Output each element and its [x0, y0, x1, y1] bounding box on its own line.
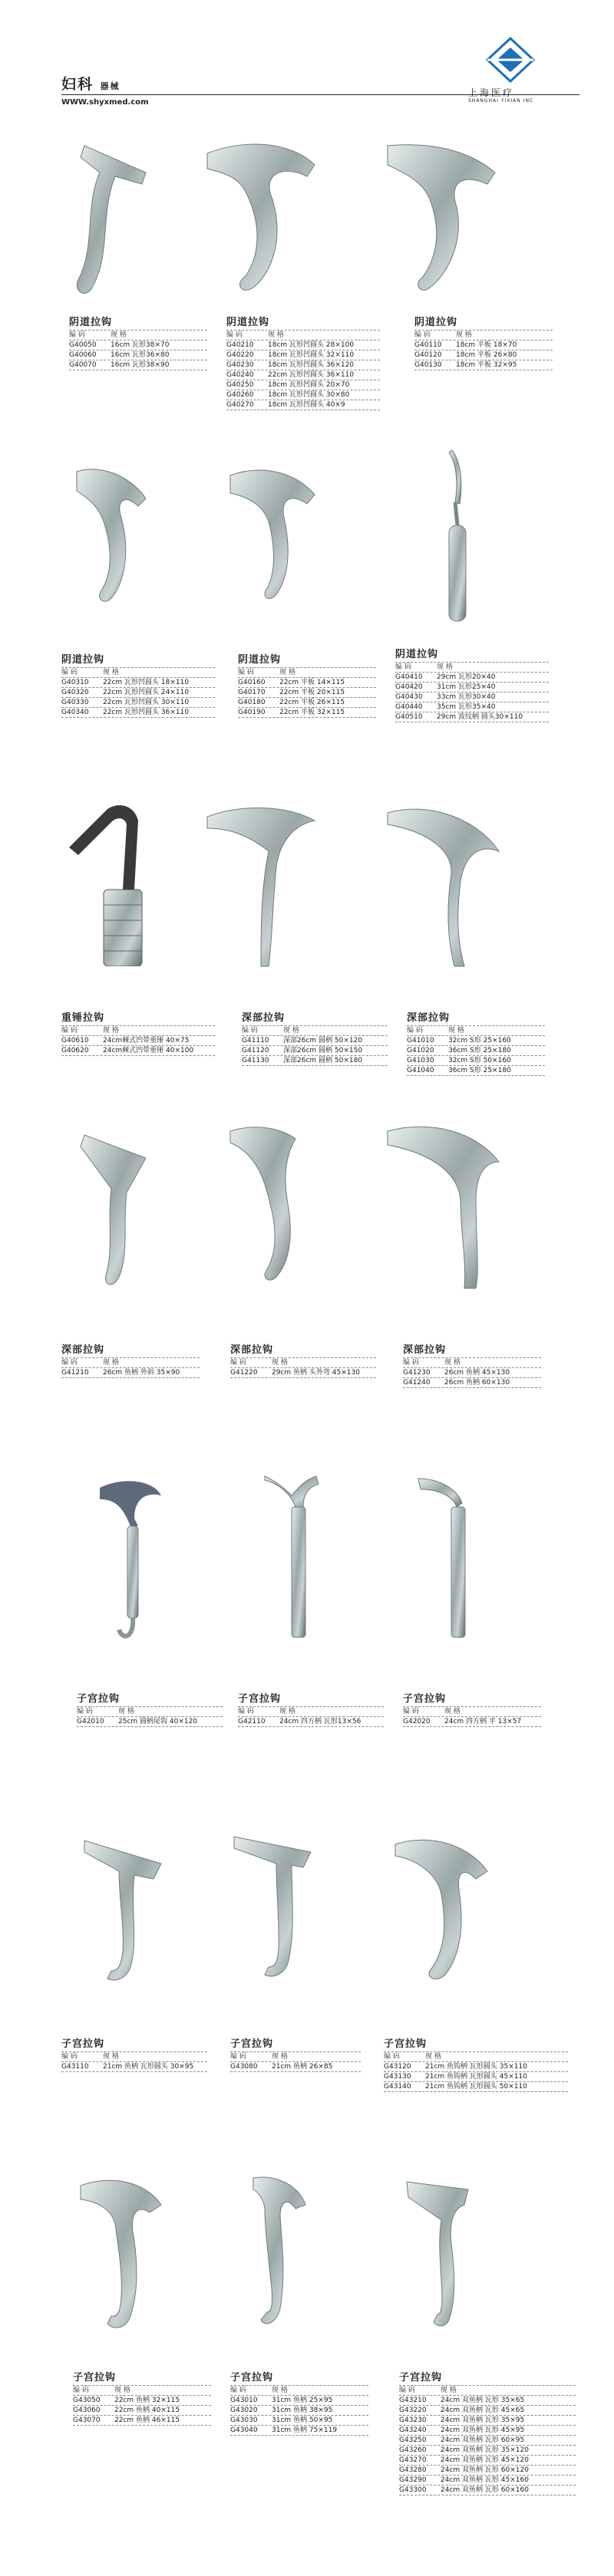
product-group-title: 深部拉钩 [407, 1012, 451, 1024]
table-row: G41110 深部26cm 圆柄 50×120 [242, 1035, 388, 1045]
table-row: G40190 22cm 平板 32×115 [238, 707, 376, 718]
product-table [230, 1346, 376, 1378]
table-header: 编 码 规 格 [61, 1357, 200, 1367]
table-row: G43220 24cm 双鱼柄 瓦形 45×65 [399, 2405, 576, 2415]
product-group-title: 阴道拉钩 [226, 317, 270, 328]
table-row: G40170 22cm 平板 20×115 [238, 687, 376, 697]
table-row: G43280 24cm 双鱼柄 瓦形 60×120 [399, 2465, 576, 2475]
table-row: G43060 22cm 鱼柄 40×115 [73, 2405, 211, 2415]
table-row: G43260 24cm 双鱼柄 瓦形 35×120 [399, 2445, 576, 2455]
table-row: G43270 24cm 双鱼柄 瓦形 45×120 [399, 2455, 576, 2465]
table-row: G43230 24cm 双鱼柄 瓦形 35×95 [399, 2415, 576, 2425]
product-table [242, 1014, 388, 1066]
table-row: G41230 26cm 鱼柄 45×130 [403, 1367, 541, 1377]
table-row: G43300 24cm 双鱼柄 瓦形 60×160 [399, 2485, 576, 2495]
table-header: 编 码 规 格 [61, 2051, 207, 2061]
table-row: G40110 18cm 平板 18×70 [414, 340, 553, 350]
retractor-image [376, 130, 507, 307]
product-table [226, 318, 380, 410]
retractor-image [203, 798, 326, 974]
table-row: G41210 26cm 鱼柄 外斜 35×90 [61, 1367, 200, 1378]
table-row: G40610 24cm棘式凹带重锤 40×75 [61, 1035, 215, 1045]
table-header: 编 码 规 格 [407, 1025, 545, 1035]
table-header: 编 码 规 格 [69, 330, 207, 340]
retractor-image [399, 2170, 484, 2347]
table-header: 编 码 规 格 [384, 2051, 568, 2061]
product-group-title: 子宫拉钩 [73, 2372, 117, 2384]
table-header: 编 码 规 格 [61, 1025, 215, 1035]
table-row: G43290 24cm 双鱼柄 瓦形 45×160 [399, 2475, 576, 2485]
table-row: G43050 22cm 鱼柄 32×115 [73, 2395, 211, 2405]
table-row: G40510 29cm 波纹柄 圆头30×110 [395, 712, 549, 722]
retractor-image [73, 2170, 173, 2347]
table-header: 编 码 规 格 [226, 330, 380, 340]
retractor-image [92, 1472, 177, 1649]
table-row: G40160 22cm 平板 14×115 [238, 677, 376, 687]
product-table [395, 650, 549, 722]
table-row: G40320 22cm 瓦形凹圆头 24×110 [61, 687, 215, 697]
table-row: G40240 22cm 瓦形凹圆头 36×110 [226, 370, 380, 380]
product-group-title: 深部拉钩 [230, 1344, 274, 1356]
product-group-title: 阴道拉钩 [395, 649, 439, 660]
table-header: 编 码 规 格 [73, 2385, 211, 2395]
table-row: G43120 21cm 鱼钩柄 瓦形圆头 35×110 [384, 2061, 568, 2071]
table-header: 编 码 规 格 [77, 1706, 223, 1716]
table-header: 编 码 规 格 [242, 1025, 388, 1035]
table-row: G40070 16cm 瓦形38×90 [69, 360, 207, 370]
table-row: G40130 18cm 平板 32×95 [414, 360, 553, 370]
table-row: G40260 18cm 瓦形凹圆头 30×80 [226, 390, 380, 400]
logo-mark-icon [484, 37, 537, 83]
table-row: G40410 29cm 瓦形20×40 [395, 672, 549, 682]
product-table [230, 2040, 361, 2072]
table-row: G42110 24cm 四方柄 瓦形13×56 [238, 1716, 384, 1727]
product-table [403, 1346, 541, 1388]
table-row: G41240 26cm 鱼柄 60×130 [403, 1377, 541, 1388]
table-row: G43010 31cm 鱼柄 25×95 [230, 2395, 368, 2405]
table-row: G40270 18cm 瓦形凹圆头 40×9 [226, 400, 380, 410]
product-group-title: 子宫拉钩 [403, 1693, 447, 1705]
table-header: 编 码 规 格 [230, 1357, 376, 1367]
table-row: G40050 16cm 瓦形38×70 [69, 340, 207, 350]
table-row: G40420 31cm 瓦形25×40 [395, 682, 549, 692]
table-row: G43240 24cm 双鱼柄 瓦形 45×95 [399, 2425, 576, 2435]
table-row: G42010 25cm 圆柄尾钩 40×120 [77, 1716, 223, 1727]
table-row: G40430 33cm 瓦形30×40 [395, 692, 549, 702]
product-table [238, 1695, 384, 1727]
table-row: G41130 深部26cm 圆柄 50×180 [242, 1055, 388, 1066]
product-group-title: 子宫拉钩 [238, 1693, 282, 1705]
product-table [77, 1695, 223, 1727]
table-row: G43140 21cm 鱼钩柄 瓦形圆头 50×110 [384, 2081, 568, 2092]
product-group-title: 阴道拉钩 [69, 317, 113, 328]
product-table [73, 2374, 211, 2426]
catalog-category: 妇科 器械 [61, 76, 120, 93]
product-table [61, 1346, 200, 1378]
table-row: G42020 24cm 四方柄 平 13×57 [403, 1716, 541, 1727]
table-row: G40180 22cm 平板 26×115 [238, 697, 376, 707]
retractor-image [230, 1825, 330, 2002]
retractor-image [69, 1124, 161, 1300]
table-row: G40120 18cm 平板 26×80 [414, 350, 553, 360]
table-row: G41010 32cm S形 25×160 [407, 1035, 545, 1045]
table-row: G40310 22cm 瓦形凹圆头 18×110 [61, 677, 215, 687]
retractor-image [391, 1825, 499, 2002]
table-row: G41120 深部26cm 圆柄 50×150 [242, 1045, 388, 1055]
table-row: G40340 22cm 瓦形凹圆头 36×110 [61, 707, 215, 718]
product-group-title: 子宫拉钩 [230, 2372, 274, 2384]
retractor-image [384, 798, 507, 974]
table-row: G40250 18cm 瓦形凹圆头 20×70 [226, 380, 380, 390]
table-header: 编 码 规 格 [61, 667, 215, 677]
table-header: 编 码 规 格 [403, 1357, 541, 1367]
product-group-title: 阴道拉钩 [414, 317, 458, 328]
product-table [61, 1014, 215, 1056]
table-row: G40330 22cm 瓦形凹圆头 30×110 [61, 697, 215, 707]
table-header: 编 码 规 格 [414, 330, 553, 340]
product-table [399, 2374, 576, 2495]
table-row: G43040 31cm 鱼柄 75×119 [230, 2425, 368, 2436]
table-row: G43210 24cm 双鱼柄 瓦形 35×65 [399, 2395, 576, 2405]
table-row: G43130 21cm 鱼钩柄 瓦形圆头 45×110 [384, 2071, 568, 2081]
catalog-url: WWW.shyxmed.com [61, 98, 149, 107]
retractor-image [69, 130, 161, 307]
retractor-image [69, 456, 161, 617]
table-row: G43250 24cm 双鱼柄 瓦形 60×95 [399, 2435, 576, 2445]
product-table [384, 2040, 568, 2092]
table-row: G41020 36cm S形 25×180 [407, 1045, 545, 1055]
table-row: G43110 21cm 鱼柄 瓦形圆头 30×95 [61, 2061, 207, 2072]
product-table [403, 1695, 541, 1727]
retractor-image [414, 1472, 484, 1649]
retractor-image [384, 1116, 507, 1300]
table-row: G43070 22cm 鱼柄 46×115 [73, 2415, 211, 2426]
retractor-image [223, 456, 330, 617]
table-row: G40440 35cm 瓦形35×40 [395, 702, 549, 712]
product-table [69, 318, 207, 370]
table-row: G40230 18cm 瓦形凹圆头 36×120 [226, 360, 380, 370]
product-group-title: 深部拉钩 [403, 1344, 447, 1356]
table-header: 编 码 规 格 [238, 1706, 384, 1716]
product-group-title: 深部拉钩 [61, 1344, 105, 1356]
product-table [61, 656, 215, 718]
product-table [414, 318, 553, 370]
table-row: G40060 16cm 瓦形36×80 [69, 350, 207, 360]
table-row: G43080 21cm 鱼柄 26×85 [230, 2061, 361, 2072]
table-row: G43020 31cm 鱼柄 38×95 [230, 2405, 368, 2415]
table-row: G40220 18cm 瓦形凹圆头 32×110 [226, 350, 380, 360]
table-header: 编 码 规 格 [399, 2385, 576, 2395]
retractor-image [261, 1472, 330, 1649]
retractor-image [61, 790, 161, 966]
product-table [238, 656, 376, 718]
product-group-title: 阴道拉钩 [61, 654, 105, 666]
product-group-title: 子宫拉钩 [61, 2038, 105, 2050]
table-header: 编 码 规 格 [230, 2051, 361, 2061]
table-header: 编 码 规 格 [230, 2385, 368, 2395]
table-row: G41220 29cm 鱼柄 头外弯 45×130 [230, 1367, 376, 1378]
table-row: G41030 32cm S形 50×160 [407, 1055, 545, 1065]
retractor-image [77, 1825, 177, 2002]
retractor-image [238, 2170, 322, 2347]
retractor-image [200, 130, 330, 307]
table-header: 编 码 规 格 [395, 662, 549, 672]
product-table [230, 2374, 368, 2436]
product-table [407, 1014, 545, 1076]
product-group-title: 深部拉钩 [242, 1012, 286, 1024]
product-group-title: 重锤拉钩 [61, 1012, 105, 1024]
product-group-title: 子宫拉钩 [399, 2372, 443, 2384]
product-group-title: 子宫拉钩 [77, 1693, 120, 1705]
retractor-image [223, 1120, 315, 1296]
product-group-title: 子宫拉钩 [230, 2038, 274, 2050]
product-group-title: 子宫拉钩 [384, 2038, 427, 2050]
table-row: G41040 36cm S形 25×180 [407, 1065, 545, 1076]
product-table [61, 2040, 207, 2072]
table-row: G40210 18cm 瓦形凹圆头 28×100 [226, 340, 380, 350]
retractor-image [426, 449, 480, 625]
table-header: 编 码 规 格 [403, 1706, 541, 1716]
table-row: G40620 24cm棘式凹带重锤 40×100 [61, 1045, 215, 1056]
table-header: 编 码 规 格 [238, 667, 376, 677]
product-group-title: 阴道拉钩 [238, 654, 282, 666]
table-row: G43030 31cm 鱼柄 50×95 [230, 2415, 368, 2425]
